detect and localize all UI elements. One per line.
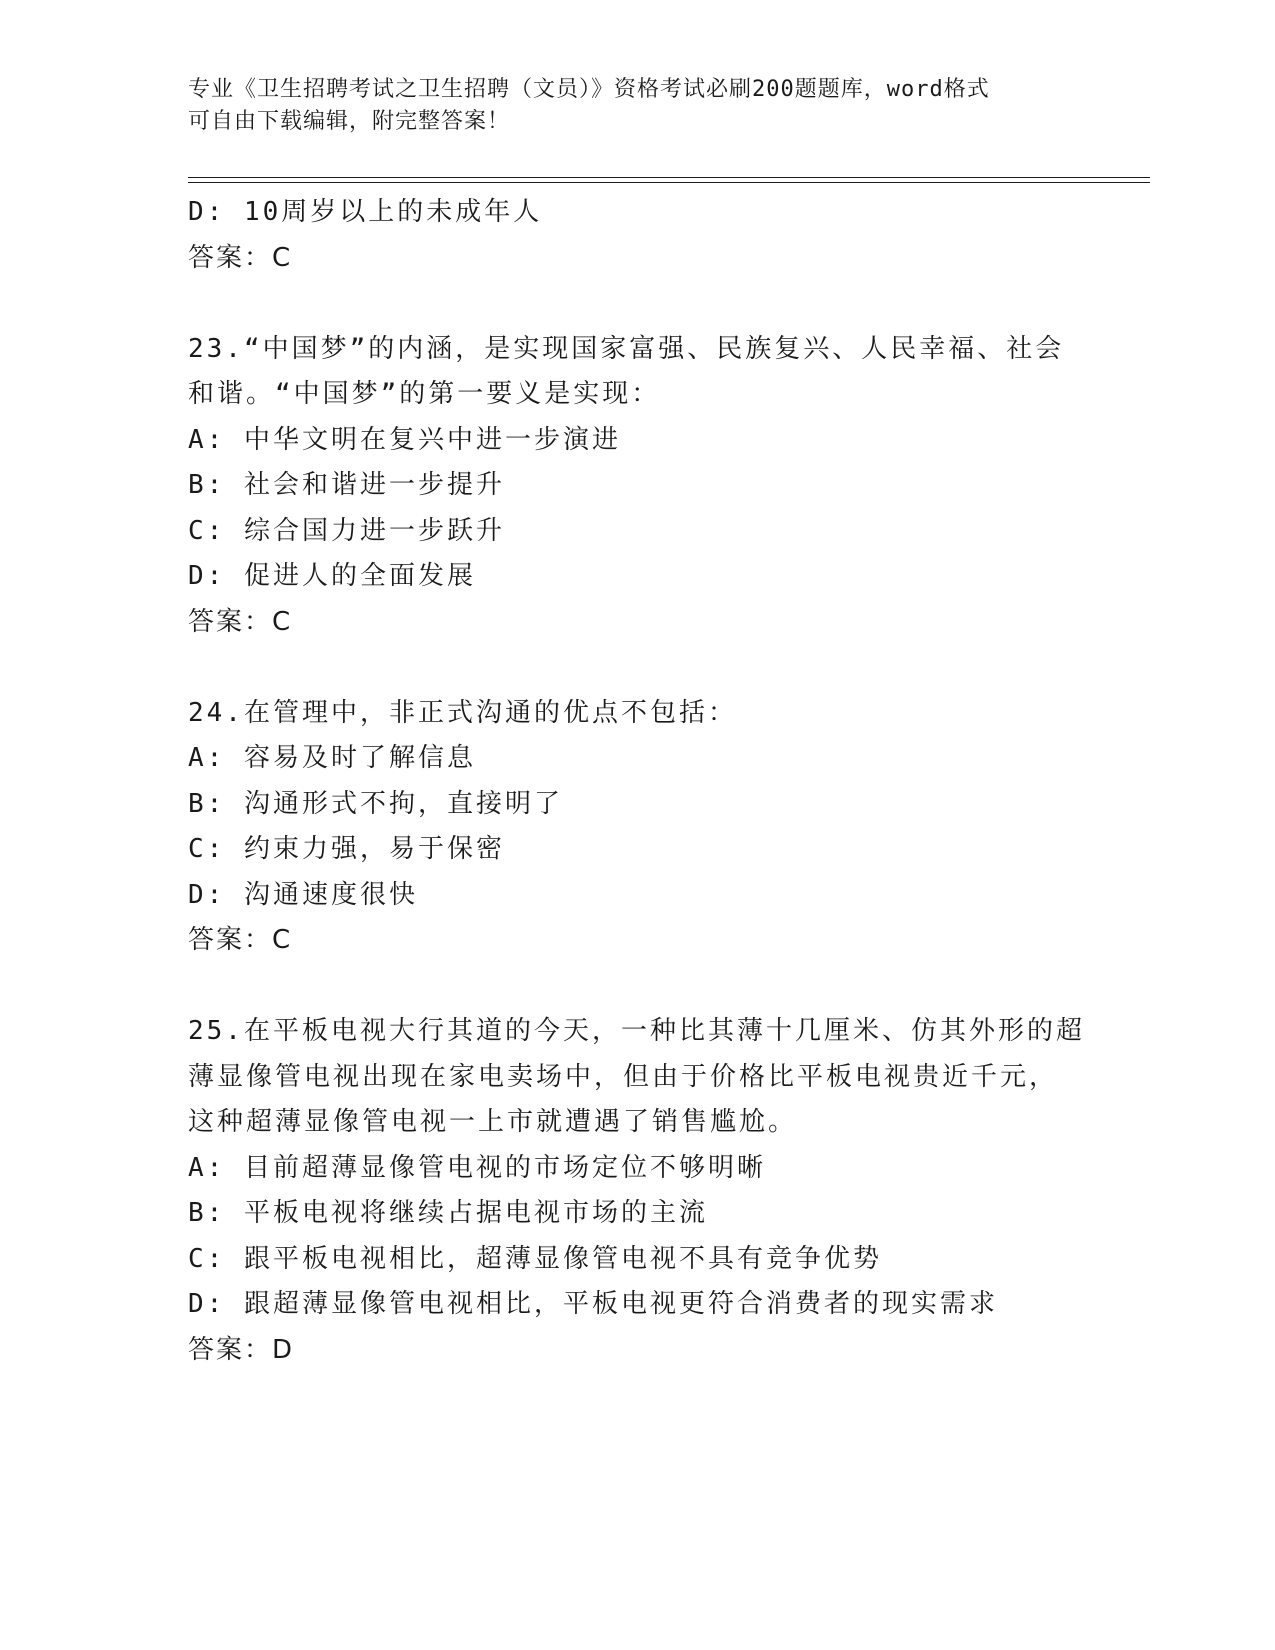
document-header bbox=[188, 74, 1088, 138]
option-b: B: 沟通形式不拘，直接明了 bbox=[188, 788, 563, 819]
option-b: B: 社会和谐进一步提升 bbox=[188, 470, 505, 500]
option-d: D: 促进人的全面发展 bbox=[188, 561, 476, 591]
option-d: D: 跟超薄显像管电视相比，平板电视更符合消费者的现实需求 bbox=[188, 1289, 998, 1319]
question-content bbox=[188, 190, 1088, 1373]
option-a: A: 目前超薄显像管电视的市场定位不够明晰 bbox=[188, 1152, 766, 1183]
option-b: B: 平板电视将继续占据电视市场的主流 bbox=[188, 1198, 708, 1228]
question-stem-line: 23.“中国梦”的内涵，是实现国家富强、民族复兴、人民幸福、社会 bbox=[188, 333, 1065, 364]
question-24 bbox=[188, 691, 1088, 964]
option-c: C: 约束力强，易于保密 bbox=[188, 834, 505, 864]
answer-line: 答案：C bbox=[188, 606, 293, 637]
question-25 bbox=[188, 1009, 1088, 1373]
option-d: D: 沟通速度很快 bbox=[188, 879, 418, 910]
question-stem-line: 这种超薄显像管电视一上市就遭遇了销售尴尬。 bbox=[188, 1107, 798, 1137]
question-22-tail bbox=[188, 190, 1088, 281]
header-divider-top bbox=[188, 177, 1150, 178]
question-23 bbox=[188, 327, 1088, 646]
header-line-1: 专业《卫生招聘考试之卫生招聘（文员）》资格考试必刷200题题库，word格式 bbox=[188, 77, 990, 102]
spacer bbox=[188, 645, 1088, 691]
spacer bbox=[188, 964, 1088, 1010]
question-stem-line: 24.在管理中，非正式沟通的优点不包括： bbox=[188, 697, 737, 728]
question-stem-line: 和谐。“中国梦”的第一要义是实现： bbox=[188, 379, 661, 409]
header-line-2: 可自由下载编辑，附完整答案！ bbox=[188, 109, 511, 134]
spacer bbox=[188, 281, 1088, 327]
option-a: A: 中华文明在复兴中进一步演进 bbox=[188, 424, 621, 455]
question-stem-line: 薄显像管电视出现在家电卖场中，但由于价格比平板电视贵近千元， bbox=[188, 1061, 1059, 1092]
option-d: D: 10周岁以上的未成年人 bbox=[188, 197, 543, 227]
option-c: C: 跟平板电视相比，超薄显像管电视不具有竞争优势 bbox=[188, 1243, 882, 1274]
answer-line: 答案：C bbox=[188, 242, 293, 273]
option-a: A: 容易及时了解信息 bbox=[188, 743, 476, 773]
question-stem-line: 25.在平板电视大行其道的今天，一种比其薄十几厘米、仿其外形的超 bbox=[188, 1016, 1085, 1046]
answer-line: 答案：D bbox=[188, 1334, 295, 1365]
header-divider-bottom bbox=[188, 182, 1150, 183]
answer-line: 答案：C bbox=[188, 925, 293, 955]
option-c: C: 综合国力进一步跃升 bbox=[188, 515, 505, 546]
